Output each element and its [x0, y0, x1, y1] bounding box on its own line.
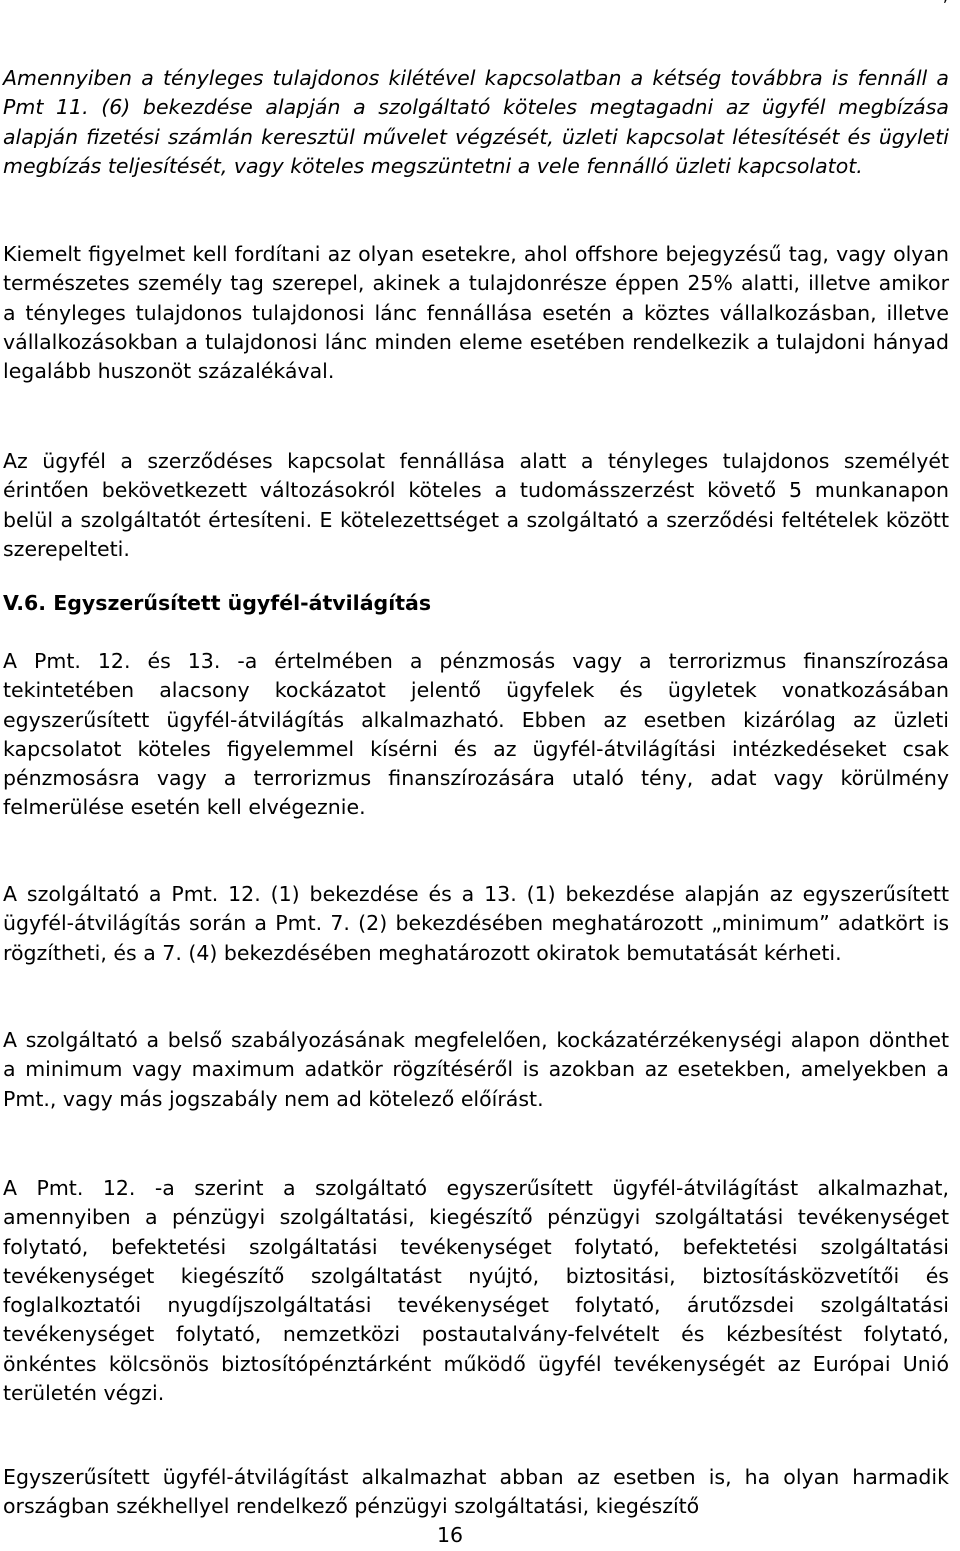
paragraph-4: A Pmt. 12. és 13. -a értelmében a pénzmosás vagy a terrorizmus finanszírozása tekintetében alacsony kockázatot jelentő ügyfelek és ügyletek vonatkozásában egyszerűsített ügyfél-átvilágítás alkalmazható. Ebben az esetben kizárólag az üzleti kapcsolatot köteles figyelemmel kísérni és az ügyfél-átvilágítási intézkedéseket csak pénzmosásra vagy a terrorizmus finanszírozására utaló tény, adat vagy körülmény felmerülése esetén kell elvégeznie. — [3, 649, 949, 820]
paragraph-6: A szolgáltató a belső szabályozásának megfelelően, kockázatérzékenységi alapon dönthet a minimum vagy maximum adatkör rögzítéséről is azokban az esetekben, amelyekben a Pmt., vagy más jogszabály nem ad kötelező előírást. — [3, 1028, 949, 1111]
top-mark — [943, 0, 948, 5]
paragraph-1: Amennyiben a tényleges tulajdonos kilétével kapcsolatban a kétség továbbra is fennáll a Pmt 11. (6) bekezdése alapján a szolgáltató köteles megtagadni az ügyfél megbízása alapján fizetési számlán keresztül művelet végzését, üzleti kapcsolat létesítését és ügyleti megbízás teljesítését, vagy köteles megszüntetni a vele fennálló üzleti kapcsolatot. — [3, 66, 949, 178]
paragraph-7: A Pmt. 12. -a szerint a szolgáltató egyszerűsített ügyfél-átvilágítást alkalmazhat, amennyiben a pénzügyi szolgáltatási, kiegészítő pénzügyi szolgáltatási tevékenységet folytató, befektetési szolgáltatási tevékenységet folytató, befektetési szolgáltatási tevékenységet kiegészítő szolgáltatást nyújtó, biztositási, biztosításközvetítői és foglalkoztatói nyugdíjszolgáltatási tevékenységet folytató, árutőzsdei szolgáltatási tevékenységet folytató, nemzetközi postautalvány-felvételt és kézbesítést folytató, önkéntes kölcsönös biztosítópénztárként működő ügyfél tevékenységét az Európai Unió területén végzi. — [3, 1176, 949, 1406]
page-number: 16 — [436, 1523, 464, 1547]
section-heading: V.6. Egyszerűsített ügyfél-átvilágítás — [3, 591, 432, 615]
paragraph-2: Kiemelt figyelmet kell fordítani az olyan esetekre, ahol offshore bejegyzésű tag, vagy olyan természetes személy tag szerepel, akinek a tulajdonrésze éppen 25% alatti, illetve amikor a tényleges tulajdonos tulajdonosi lánc fennállása esetén a köztes vállalkozásban, illetve vállalkozásokban a tulajdonosi lánc minden eleme esetében rendelkezik a tulajdoni hányad legalább huszonöt százalékával. — [3, 242, 949, 384]
paragraph-5: A szolgáltató a Pmt. 12. (1) bekezdése és a 13. (1) bekezdése alapján az egyszerűsített ügyfél-átvilágítás során a Pmt. 7. (2) bekezdésében meghatározott „minimum” adatkört is rögzítheti, és a 7. (4) bekezdésében meghatározott okiratok bemutatását kérheti. — [3, 882, 949, 965]
paragraph-3: Az ügyfél a szerződéses kapcsolat fennállása alatt a tényleges tulajdonos személyét érintően bekövetkezett változásokról köteles a tudomásszerzést követő 5 munkanapon belül a szolgáltatót értesíteni. E kötelezettséget a szolgáltató a szerződési feltételek között szerepelteti. — [3, 449, 949, 561]
paragraph-8: Egyszerűsített ügyfél-átvilágítást alkalmazhat abban az esetben is, ha olyan harmadik országban székhellyel rendelkező pénzügyi szolgáltatási, kiegészítő — [3, 1465, 949, 1519]
